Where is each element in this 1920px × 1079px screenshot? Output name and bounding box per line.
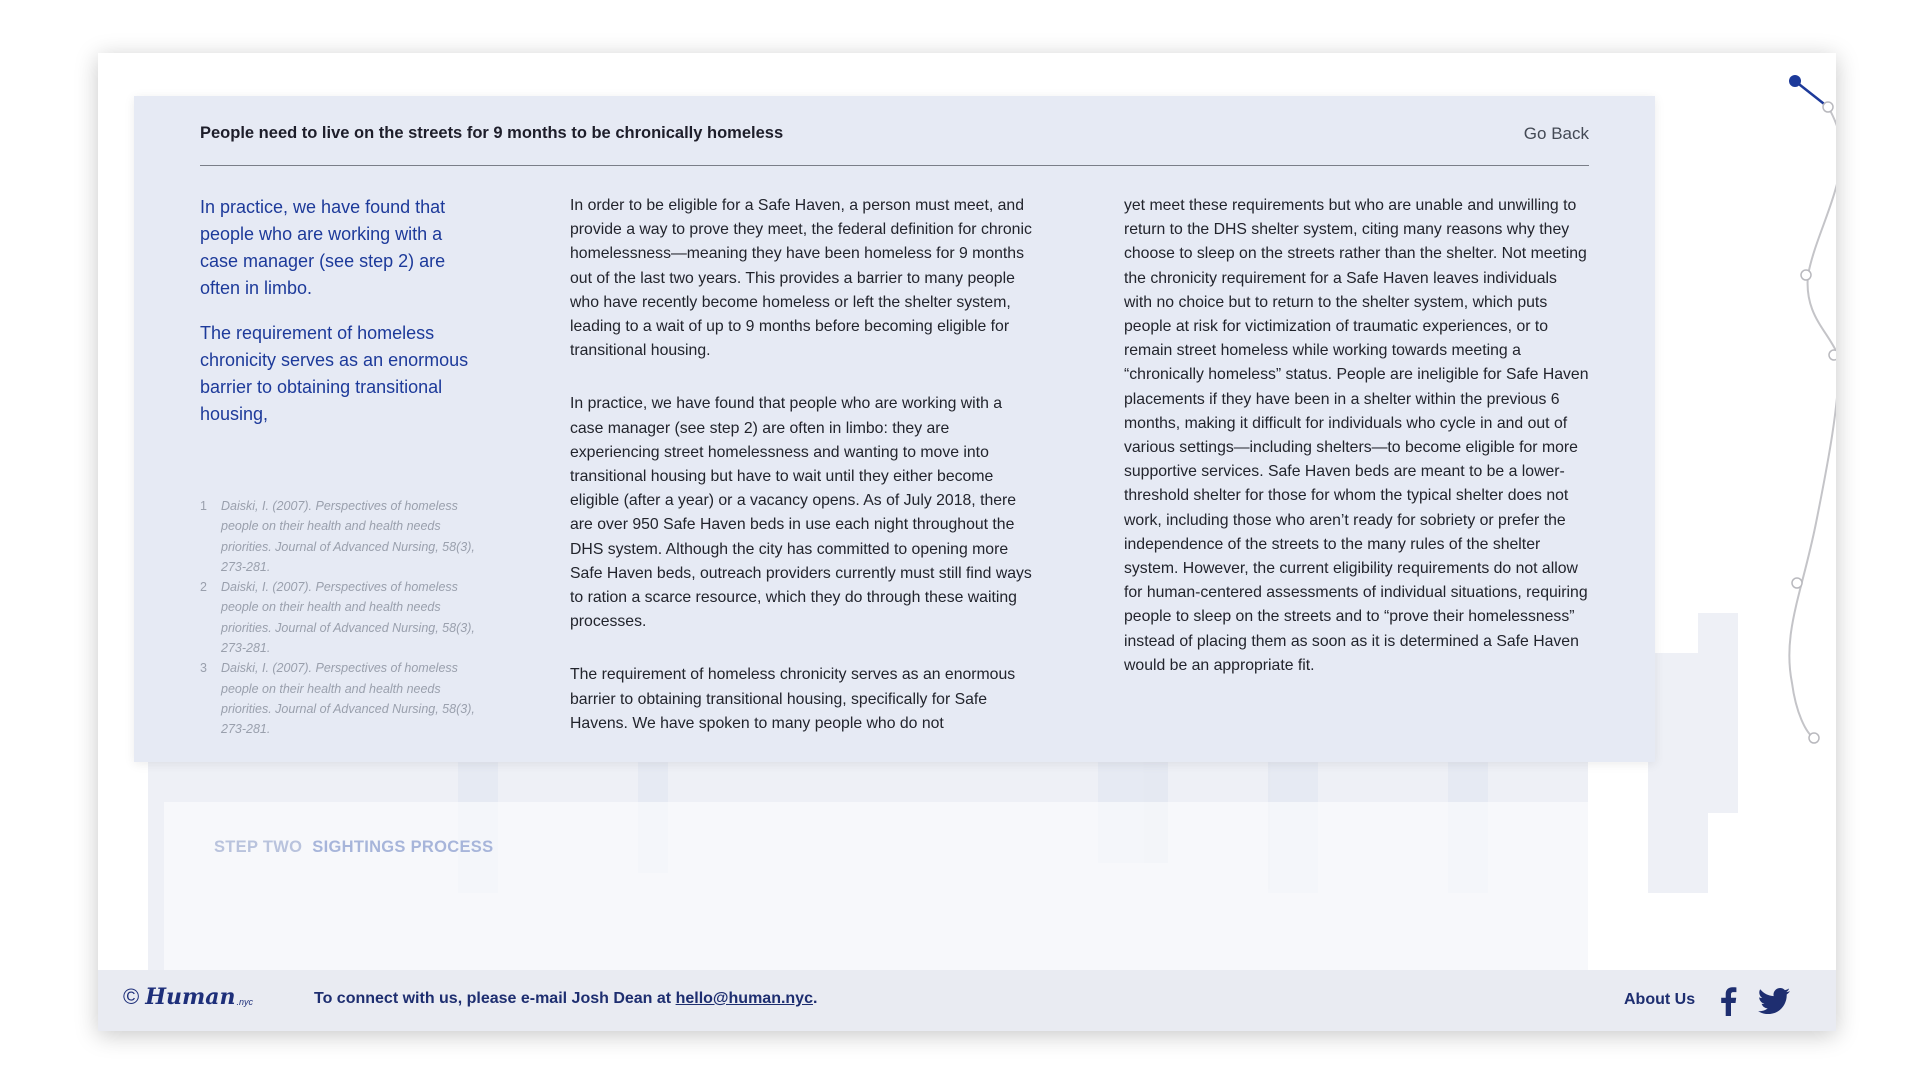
- contact-message: To connect with us, please e-mail Josh Dean at: [314, 990, 676, 1007]
- step-label: [214, 838, 493, 857]
- body-column-left: [570, 194, 1035, 765]
- footnote-number: 3: [200, 661, 207, 676]
- pull-quote: [200, 194, 480, 446]
- body-paragraph: In practice, we have found that people who are working with a case manager (see step 2) are often in limbo: they are experiencing street homelessness and wanting to move into transitional housing but have to wait until they either become eligible (after a year) or a vacancy opens. As of July 2018, there are over 950 Safe Haven beds in use each night throughout the DHS system. Although the city has committed to opening more Safe Haven beds, outreach providers currently must still find ways to ration a scarce resource, which they do through these waiting processes.: [570, 395, 1032, 631]
- footnote-number: 1: [200, 499, 207, 513]
- step-card[interactable]: [164, 802, 1626, 972]
- footnote-text: Daiski, I. (2007). Perspectives of homeless people on their health and health needs priorities. Journal of Advanced Nursing, 58(3), 273-281.: [221, 499, 475, 574]
- footnote-number: 2: [200, 580, 207, 595]
- copyright: [123, 984, 253, 1010]
- pull-quote-paragraph: The requirement of homeless chronicity serves as an enormous barrier to obtaining transitional housing,: [200, 323, 469, 424]
- title-divider: [200, 165, 1589, 166]
- logo-suffix: .nyc: [236, 997, 254, 1007]
- panel-title: People need to live on the streets for 9 months to be chronically homeless: [200, 124, 784, 142]
- step-title: SIGHTINGS PROCESS: [312, 838, 494, 856]
- page-frame: [98, 53, 1836, 1031]
- body-paragraph: The requirement of homeless chronicity serves as an enormous barrier to obtaining transitional housing, specifically for Safe Havens. We have spoken to many people who do not: [570, 666, 1016, 732]
- timeline-step-dot[interactable]: [1809, 733, 1819, 743]
- footnote-text: Daiski, I. (2007). Perspectives of homeless people on their health and health needs priorities. Journal of Advanced Nursing, 58(3), 273-281.: [221, 580, 475, 656]
- content-panel: [134, 96, 1655, 762]
- footnote: [200, 658, 490, 739]
- contact-period: .: [812, 990, 818, 1007]
- timeline-step-dot[interactable]: [1823, 102, 1833, 112]
- step-timeline: [1776, 53, 1836, 933]
- copyright-symbol: ©: [123, 984, 140, 1009]
- step-number: STEP TWO: [214, 838, 303, 856]
- timeline-step-dot[interactable]: [1792, 578, 1802, 588]
- body-paragraph: In order to be eligible for a Safe Haven, a person must meet, and provide a way to prove they meet, the federal definition for chronic homelessness—meaning they have been homeless for 9 months out of the last two years. This provides a barrier to many people who have recently become homeless or left the shelter system, leading to a wait of up to 9 months before becoming eligible for transitional housing.: [570, 197, 1032, 360]
- body-column-right: [1124, 194, 1589, 707]
- go-back-link[interactable]: Go Back: [1523, 124, 1589, 143]
- footer: [98, 970, 1836, 1031]
- timeline-step-dot[interactable]: [1829, 350, 1836, 360]
- timeline-current-dot[interactable]: [1789, 75, 1801, 87]
- footnote: [200, 577, 490, 658]
- pull-quote-paragraph: In practice, we have found that people who are working with a case manager (see step 2) are often in limbo.: [200, 197, 446, 298]
- footnote-text: Daiski, I. (2007). Perspectives of homeless people on their health and health needs priorities. Journal of Advanced Nursing, 58(3), 273-281.: [221, 661, 475, 737]
- human-logo[interactable]: Human: [145, 984, 236, 1010]
- facebook-icon[interactable]: [1718, 986, 1738, 1016]
- timeline-step-dot[interactable]: [1801, 270, 1811, 280]
- footnotes: [200, 496, 490, 740]
- body-paragraph: yet meet these requirements but who are unable and unwilling to return to the DHS shelter system, citing many reasons why they choose to sleep on the streets rather than the shelter. Not meeting the chronicity requirement for a Safe Haven leaves individuals with no choice but to return to the shelter system, which puts people at risk for victimization of traumatic experiences, or to remain street homeless while working towards meeting a “chronically homeless” status. People are ineligible for Safe Haven placements if they have been in a shelter within the previous 6 months, making it difficult for individuals who cycle in and out of various settings—including shelters—to become eligible for more supportive services. Safe Haven beds are meant to be a lower-threshold shelter for those for whom the typical shelter does not work, including those who aren’t ready for sobriety or prefer the independence of the streets to the many rules of the shelter system. However, the current eligibility requirements do not allow for human-centered assessments of individual situations, requiring people to sleep on the streets and to “prove their homelessness” instead of placing them as soon as it is determined a Safe Haven would be an appropriate fit.: [1124, 197, 1589, 674]
- contact-text: [314, 990, 817, 1008]
- email-link[interactable]: hello@human.nyc: [675, 990, 813, 1007]
- twitter-icon[interactable]: [1758, 988, 1790, 1014]
- footnote: [200, 496, 490, 577]
- about-us-link[interactable]: About Us: [1624, 991, 1696, 1008]
